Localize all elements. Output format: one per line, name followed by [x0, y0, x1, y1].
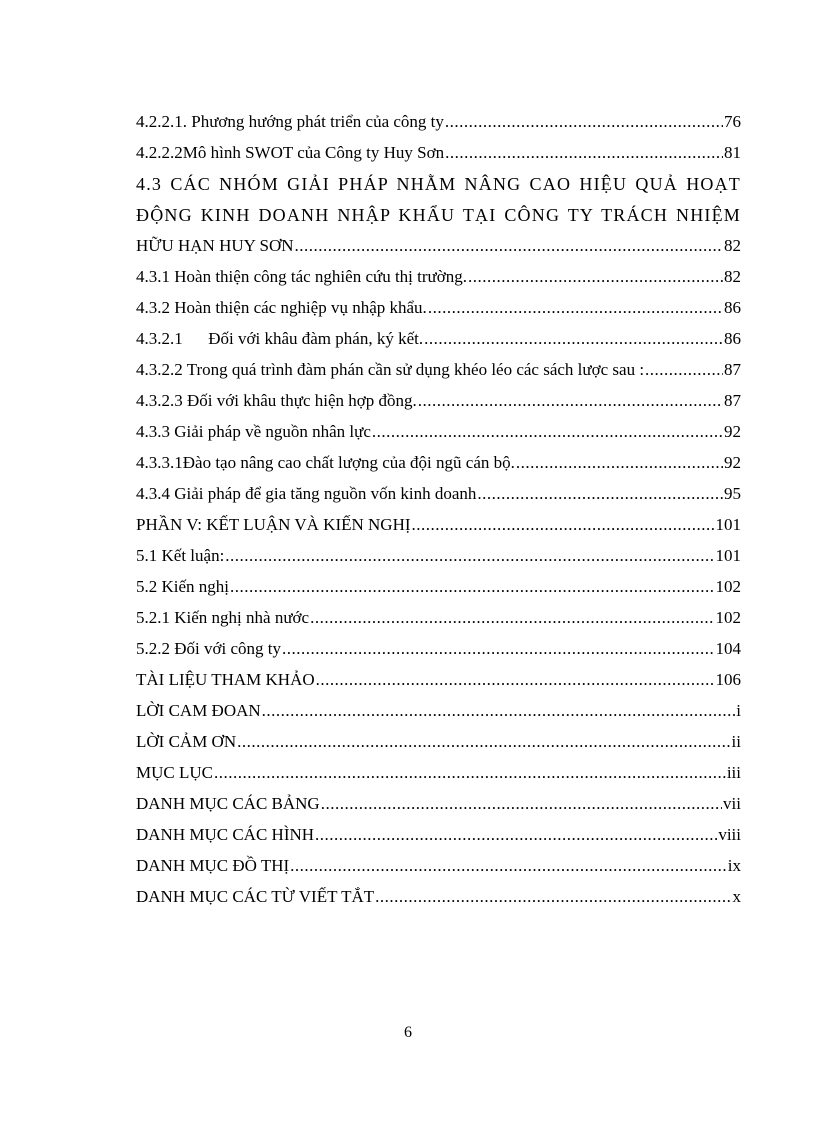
toc-dot-leader — [477, 484, 723, 504]
toc-entry-page: 82 — [724, 267, 741, 286]
toc-dot-leader — [375, 887, 731, 907]
toc-entry-title: LỜI CẢM ƠN — [136, 732, 237, 751]
toc-dot-leader — [290, 856, 727, 876]
toc-entry-title: 5.2.2 Đối với công ty — [136, 639, 281, 658]
toc-entry-title: 5.2.1 Kiến nghị nhà nước — [136, 608, 310, 627]
toc-entry-page: 86 — [724, 329, 741, 348]
toc-entry-title: 4.3.3.1Đào tạo nâng cao chất lượng của đội ngũ cán bộ. — [136, 453, 515, 472]
toc-entry-line[interactable]: 4.3 CÁC NHÓM GIẢI PHÁP NHẰM NÂNG CAO HIỆU QUẢ HOẠT — [136, 174, 741, 194]
toc-entry[interactable] — [136, 577, 741, 608]
toc-entry-page: 92 — [724, 422, 741, 441]
toc-entry-title: 4.2.2.2Mô hình SWOT của Công ty Huy Sơn — [136, 143, 445, 162]
toc-entry-title: 4.2.2.1. Phương hướng phát triển của công ty — [136, 112, 444, 131]
toc-entry[interactable] — [136, 856, 741, 887]
toc-entry[interactable] — [136, 639, 741, 670]
toc-entry-page: ii — [731, 732, 741, 751]
toc-entry-page: 102 — [715, 577, 741, 596]
toc-entry-title: 5.2 Kiến nghị — [136, 577, 230, 596]
toc-entry[interactable] — [136, 143, 741, 174]
toc-dot-leader — [445, 112, 723, 132]
toc-entry[interactable] — [136, 453, 741, 484]
toc-dot-leader — [412, 515, 715, 535]
toc-entry-page: 87 — [724, 391, 741, 410]
toc-entry[interactable] — [136, 763, 741, 794]
toc-entry-title: DANH MỤC CÁC TỪ VIẾT TẮT — [136, 887, 375, 906]
toc-entry-page: vii — [723, 794, 741, 813]
toc-entry[interactable] — [136, 391, 741, 422]
toc-entry-page: ix — [727, 856, 741, 875]
toc-entry-title: 4.3.2.1 Đối với khâu đàm phán, ký kết. — [136, 329, 424, 348]
toc-entry-title: PHẦN V: KẾT LUẬN VÀ KIẾN NGHỊ — [136, 515, 411, 534]
toc-entry-page: 82 — [724, 236, 741, 255]
toc-entry-title: 4.3.2 Hoàn thiện các nghiệp vụ nhập khẩu. — [136, 298, 427, 317]
toc-entry-title: TÀI LIỆU THAM KHẢO — [136, 670, 315, 689]
toc-entry-page: 86 — [724, 298, 741, 317]
toc-entry-title: 4.3.2.3 Đối với khâu thực hiện hợp đồng. — [136, 391, 417, 410]
toc-entry[interactable] — [136, 732, 741, 763]
toc-entry-line[interactable]: ĐỘNG KINH DOANH NHẬP KHẨU TẠI CÔNG TY TRÁCH NHIỆM — [136, 205, 741, 225]
toc-entry-title: MỤC LỤC — [136, 763, 213, 782]
toc-entry-page: 102 — [715, 608, 741, 627]
toc-dot-leader — [372, 422, 723, 442]
toc-dot-leader — [424, 329, 723, 349]
toc-entry-title: 5.1 Kết luận: — [136, 546, 225, 565]
toc-entry[interactable] — [136, 608, 741, 639]
toc-dot-leader — [645, 360, 723, 380]
toc-entry-page: i — [736, 701, 741, 720]
toc-entry-page: x — [732, 887, 741, 906]
toc-dot-leader — [225, 546, 714, 566]
toc-entry-title: HỮU HẠN HUY SƠN — [136, 236, 294, 255]
toc-entry-page: 92 — [724, 453, 741, 472]
toc-dot-leader — [468, 267, 723, 287]
toc-entry[interactable] — [136, 887, 741, 918]
toc-entry-title: 4.3.2.2 Trong quá trình đàm phán cần sử dụng khéo léo các sách lược sau : — [136, 360, 645, 379]
toc-entry-title: 4.3.4 Giải pháp để gia tăng nguồn vốn kinh doanh — [136, 484, 477, 503]
toc-entry-page: iii — [726, 763, 741, 782]
page-number: 6 — [404, 1024, 412, 1041]
toc-dot-leader — [295, 236, 723, 256]
toc-entry[interactable] — [136, 236, 741, 267]
toc-entry[interactable] — [136, 298, 741, 329]
toc-entry[interactable] — [136, 422, 741, 453]
toc-dot-leader — [230, 577, 714, 597]
toc-entry-title: DANH MỤC CÁC BẢNG — [136, 794, 320, 813]
toc-entry[interactable] — [136, 267, 741, 298]
toc-entry[interactable] — [136, 329, 741, 360]
toc-entry[interactable] — [136, 484, 741, 515]
toc-entry-title: 4.3.1 Hoàn thiện công tác nghiên cứu thị trường. — [136, 267, 467, 286]
toc-entry-page: 106 — [715, 670, 741, 689]
toc-entry[interactable] — [136, 670, 741, 701]
toc-entry-page: 76 — [724, 112, 741, 131]
toc-entry[interactable] — [136, 794, 741, 825]
toc-dot-leader — [315, 825, 717, 845]
toc-dot-leader — [214, 763, 726, 783]
toc-entry[interactable] — [136, 546, 741, 577]
toc-dot-leader — [516, 453, 723, 473]
toc-entry-title: DANH MỤC CÁC HÌNH — [136, 825, 315, 844]
toc-dot-leader — [428, 298, 723, 318]
toc-entry[interactable] — [136, 515, 741, 546]
toc-entry-title: DANH MỤC ĐỒ THỊ — [136, 856, 290, 875]
toc-entry-title: 4.3.3 Giải pháp về nguồn nhân lực — [136, 422, 371, 441]
toc-dot-leader — [321, 794, 722, 814]
toc-entry-page: 101 — [715, 515, 741, 534]
toc-entry-page: 95 — [724, 484, 741, 503]
toc-entry-page: 87 — [724, 360, 741, 379]
toc-entry-page: viii — [718, 825, 741, 844]
toc-entry-title: LỜI CAM ĐOAN — [136, 701, 261, 720]
toc-dot-leader — [418, 391, 723, 411]
toc-entry[interactable] — [136, 360, 741, 391]
toc-entry-page: 104 — [715, 639, 741, 658]
toc-entry-page: 101 — [715, 546, 741, 565]
toc-dot-leader — [310, 608, 714, 628]
toc-dot-leader — [282, 639, 715, 659]
table-of-contents — [136, 112, 741, 918]
toc-dot-leader — [237, 732, 730, 752]
toc-entry[interactable] — [136, 112, 741, 143]
toc-dot-leader — [316, 670, 715, 690]
toc-entry-page: 81 — [724, 143, 741, 162]
toc-entry[interactable] — [136, 701, 741, 732]
toc-dot-leader — [262, 701, 736, 721]
toc-entry[interactable] — [136, 825, 741, 856]
toc-dot-leader — [445, 143, 723, 163]
